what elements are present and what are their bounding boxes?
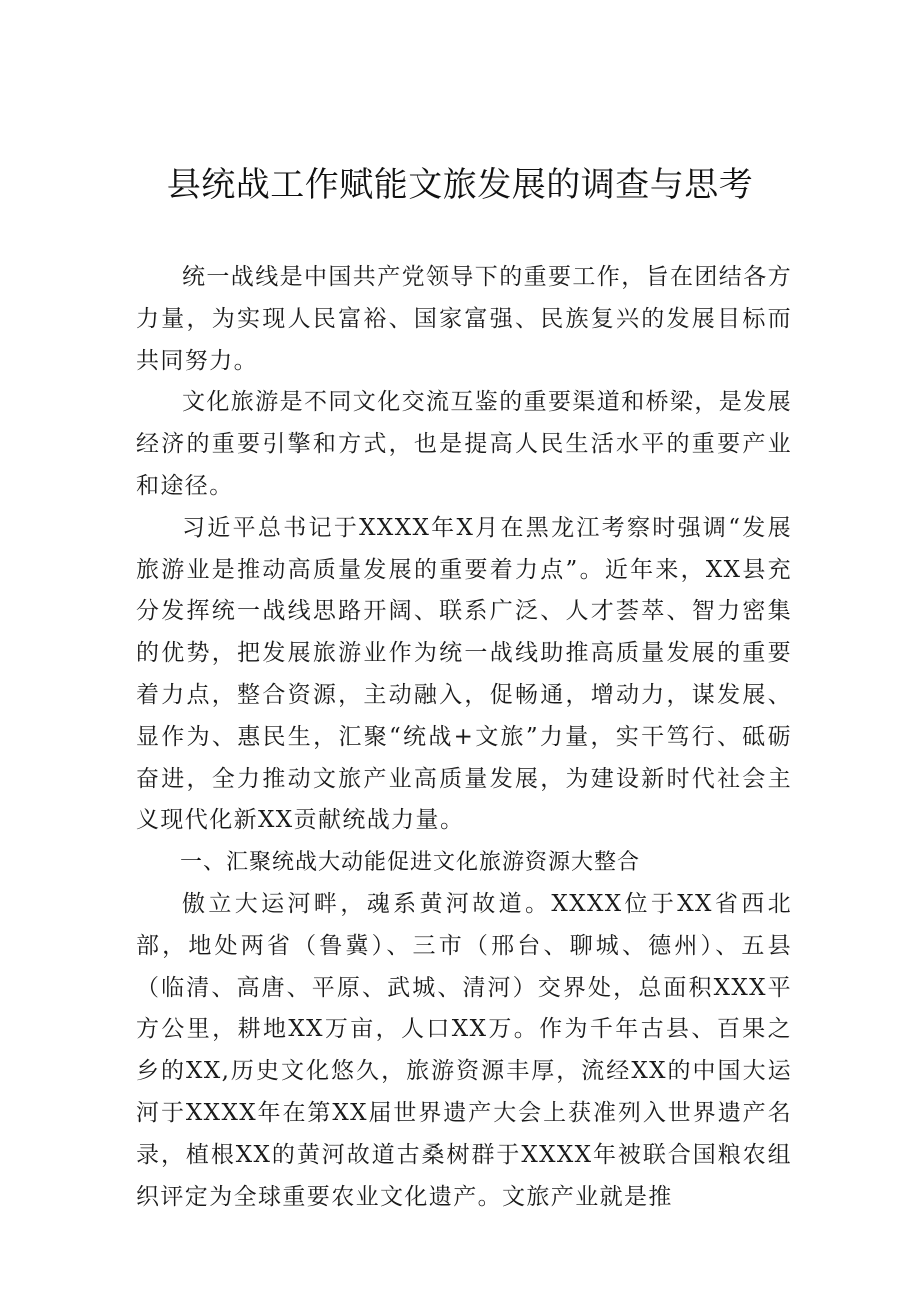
paragraph-united-front: 统一战线是中国共产党领导下的重要工作，旨在团结各方力量，为实现人民富裕、国家富强、民族复兴的发展目标而共同努力。 — [136, 264, 792, 374]
paragraph-xi-quote: 习近平总书记于XXXX年X月在黑龙江考察时强调“发展旅游业是推动高质量发展的重要着力点”。近年来，XX县充分发挥统一战线思路开阔、联系广泛、人才荟萃、智力密集的优势，把发展旅游业作为统一战线助推高质量发展的重要着力点，整合资源，主动融入，促畅通，增动力，谋发展、显作为、惠民生，汇聚“统战+文旅”力量，实干笃行、砥砺奋进，全力推动文旅产业高质量发展，为建设新时代社会主义现代化新XX贡献统战力量。 — [136, 514, 792, 834]
paragraph-county-overview: 傲立大运河畔，魂系黄河故道。XXXX位于XX省西北部，地处两省（鲁冀）、三市（邢台、聊城、德州）、五县（临清、高唐、平原、武城、清河）交界处，总面积XXX平方公里，耕地XX万亩，人口XX万。作为千年古县、百果之乡的XX,历史文化悠久，旅游资源丰厚，流经XX的中国大运河于XXXX年在第XX届世界遗产大会上获准列入世界遗产名录，植根XX的黄河故道古桑树群于XXXX年被联合国粮农组织评定为全球重要农业文化遗产。文旅产业就是推 — [136, 890, 792, 1210]
section-heading-1: 一、汇聚统战大动能促进文化旅游资源大整合 — [180, 850, 641, 876]
document-title: 县统战工作赋能文旅发展的调查与思考 — [166, 165, 754, 205]
document-body — [136, 257, 792, 1218]
paragraph-cultural-tourism: 文化旅游是不同文化交流互鉴的重要渠道和桥梁，是发展经济的重要引擎和方式，也是提高人民生活水平的重要产业和途径。 — [136, 389, 792, 499]
